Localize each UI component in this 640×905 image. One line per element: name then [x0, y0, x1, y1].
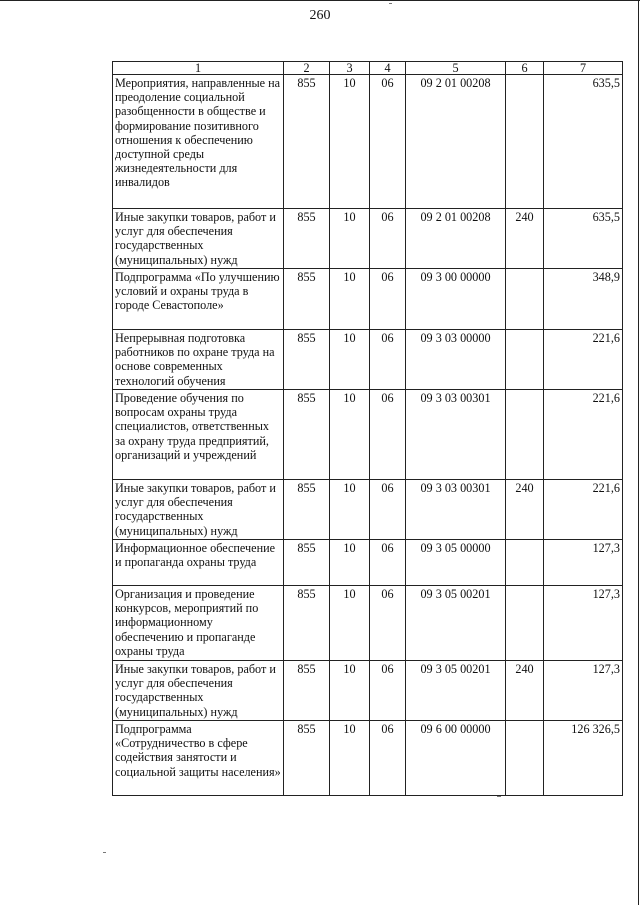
row-pr: 06: [370, 586, 406, 661]
row-sum: 221,6: [544, 330, 623, 390]
budget-table: [112, 61, 623, 796]
row-sum: 348,9: [544, 269, 623, 330]
row-vr: [506, 540, 544, 586]
row-rz: 10: [330, 209, 370, 269]
row-name: Подпрограмма «По улучшению условий и охраны труда в городе Севастополе»: [113, 269, 284, 330]
scan-edge-right: [638, 0, 639, 905]
row-pr: 06: [370, 721, 406, 796]
row-vr: 240: [506, 661, 544, 721]
row-name: Иные закупки товаров, работ и услуг для обеспечения государственных (муниципальных) нужд: [113, 661, 284, 721]
row-vr: [506, 721, 544, 796]
row-sum: 126 326,5: [544, 721, 623, 796]
header-row: [113, 62, 623, 75]
col-header: 5: [406, 62, 506, 75]
row-name: Проведение обучения по вопросам охраны труда специалистов, ответственных за охрану труда предприятий, организаций и учреждений: [113, 390, 284, 480]
row-pr: 06: [370, 209, 406, 269]
row-rz: 10: [330, 661, 370, 721]
row-ved: 855: [284, 390, 330, 480]
row-sum: 221,6: [544, 390, 623, 480]
row-pr: 06: [370, 661, 406, 721]
row-ved: 855: [284, 721, 330, 796]
row-vr: [506, 586, 544, 661]
row-csr: 09 3 05 00201: [406, 661, 506, 721]
row-name: Иные закупки товаров, работ и услуг для обеспечения государственных (муниципальных) нужд: [113, 480, 284, 540]
row-pr: 06: [370, 390, 406, 480]
table-row: [113, 75, 623, 209]
row-sum: 127,3: [544, 586, 623, 661]
col-header: 4: [370, 62, 406, 75]
row-name: Мероприятия, направленные на преодоление социальной разобщенности в обществе и формирование позитивного отношения к обеспечению доступной среды жизнедеятельности для инвалидов: [113, 75, 284, 209]
row-rz: 10: [330, 480, 370, 540]
table-row: [113, 721, 623, 796]
row-rz: 10: [330, 586, 370, 661]
row-csr: 09 3 05 00000: [406, 540, 506, 586]
table-row: [113, 269, 623, 330]
row-sum: 221,6: [544, 480, 623, 540]
row-ved: 855: [284, 269, 330, 330]
row-ved: 855: [284, 480, 330, 540]
scan-speck: [103, 852, 106, 853]
row-name: Подпрограмма «Сотрудничество в сфере содействия занятости и социальной защиты населения»: [113, 721, 284, 796]
row-pr: 06: [370, 269, 406, 330]
table-row: [113, 661, 623, 721]
row-rz: 10: [330, 721, 370, 796]
row-vr: [506, 269, 544, 330]
row-csr: 09 3 03 00301: [406, 480, 506, 540]
row-csr: 09 2 01 00208: [406, 209, 506, 269]
scan-edge-top: [0, 0, 640, 1]
table-row: [113, 390, 623, 480]
scan-speck: [497, 796, 501, 797]
row-ved: 855: [284, 586, 330, 661]
row-pr: 06: [370, 330, 406, 390]
row-name: Непрерывная подготовка работников по охране труда на основе современных технологий обучения: [113, 330, 284, 390]
row-sum: 127,3: [544, 540, 623, 586]
row-pr: 06: [370, 480, 406, 540]
row-vr: [506, 75, 544, 209]
row-vr: [506, 390, 544, 480]
row-rz: 10: [330, 75, 370, 209]
row-ved: 855: [284, 330, 330, 390]
row-vr: 240: [506, 480, 544, 540]
table-row: [113, 586, 623, 661]
row-csr: 09 3 03 00301: [406, 390, 506, 480]
page-number: 260: [309, 8, 331, 23]
row-ved: 855: [284, 661, 330, 721]
row-name: Организация и проведение конкурсов, мероприятий по информационному обеспечению и пропаганде охраны труда: [113, 586, 284, 661]
row-csr: 09 2 01 00208: [406, 75, 506, 209]
row-csr: 09 3 03 00000: [406, 330, 506, 390]
row-sum: 127,3: [544, 661, 623, 721]
row-pr: 06: [370, 75, 406, 209]
row-rz: 10: [330, 390, 370, 480]
table-row: [113, 540, 623, 586]
row-rz: 10: [330, 540, 370, 586]
row-name: Иные закупки товаров, работ и услуг для обеспечения государственных (муниципальных) нужд: [113, 209, 284, 269]
row-ved: 855: [284, 75, 330, 209]
row-rz: 10: [330, 269, 370, 330]
row-sum: 635,5: [544, 75, 623, 209]
col-header: 3: [330, 62, 370, 75]
row-csr: 09 6 00 00000: [406, 721, 506, 796]
row-vr: 240: [506, 209, 544, 269]
col-header: 1: [113, 62, 284, 75]
row-ved: 855: [284, 540, 330, 586]
row-pr: 06: [370, 540, 406, 586]
row-rz: 10: [330, 330, 370, 390]
col-header: 7: [544, 62, 623, 75]
row-vr: [506, 330, 544, 390]
table-row: [113, 480, 623, 540]
row-csr: 09 3 00 00000: [406, 269, 506, 330]
row-name: Информационное обеспечение и пропаганда охраны труда: [113, 540, 284, 586]
table-row: [113, 330, 623, 390]
row-sum: 635,5: [544, 209, 623, 269]
col-header: 6: [506, 62, 544, 75]
row-ved: 855: [284, 209, 330, 269]
row-csr: 09 3 05 00201: [406, 586, 506, 661]
scan-speck: [389, 3, 392, 4]
table-row: [113, 209, 623, 269]
col-header: 2: [284, 62, 330, 75]
